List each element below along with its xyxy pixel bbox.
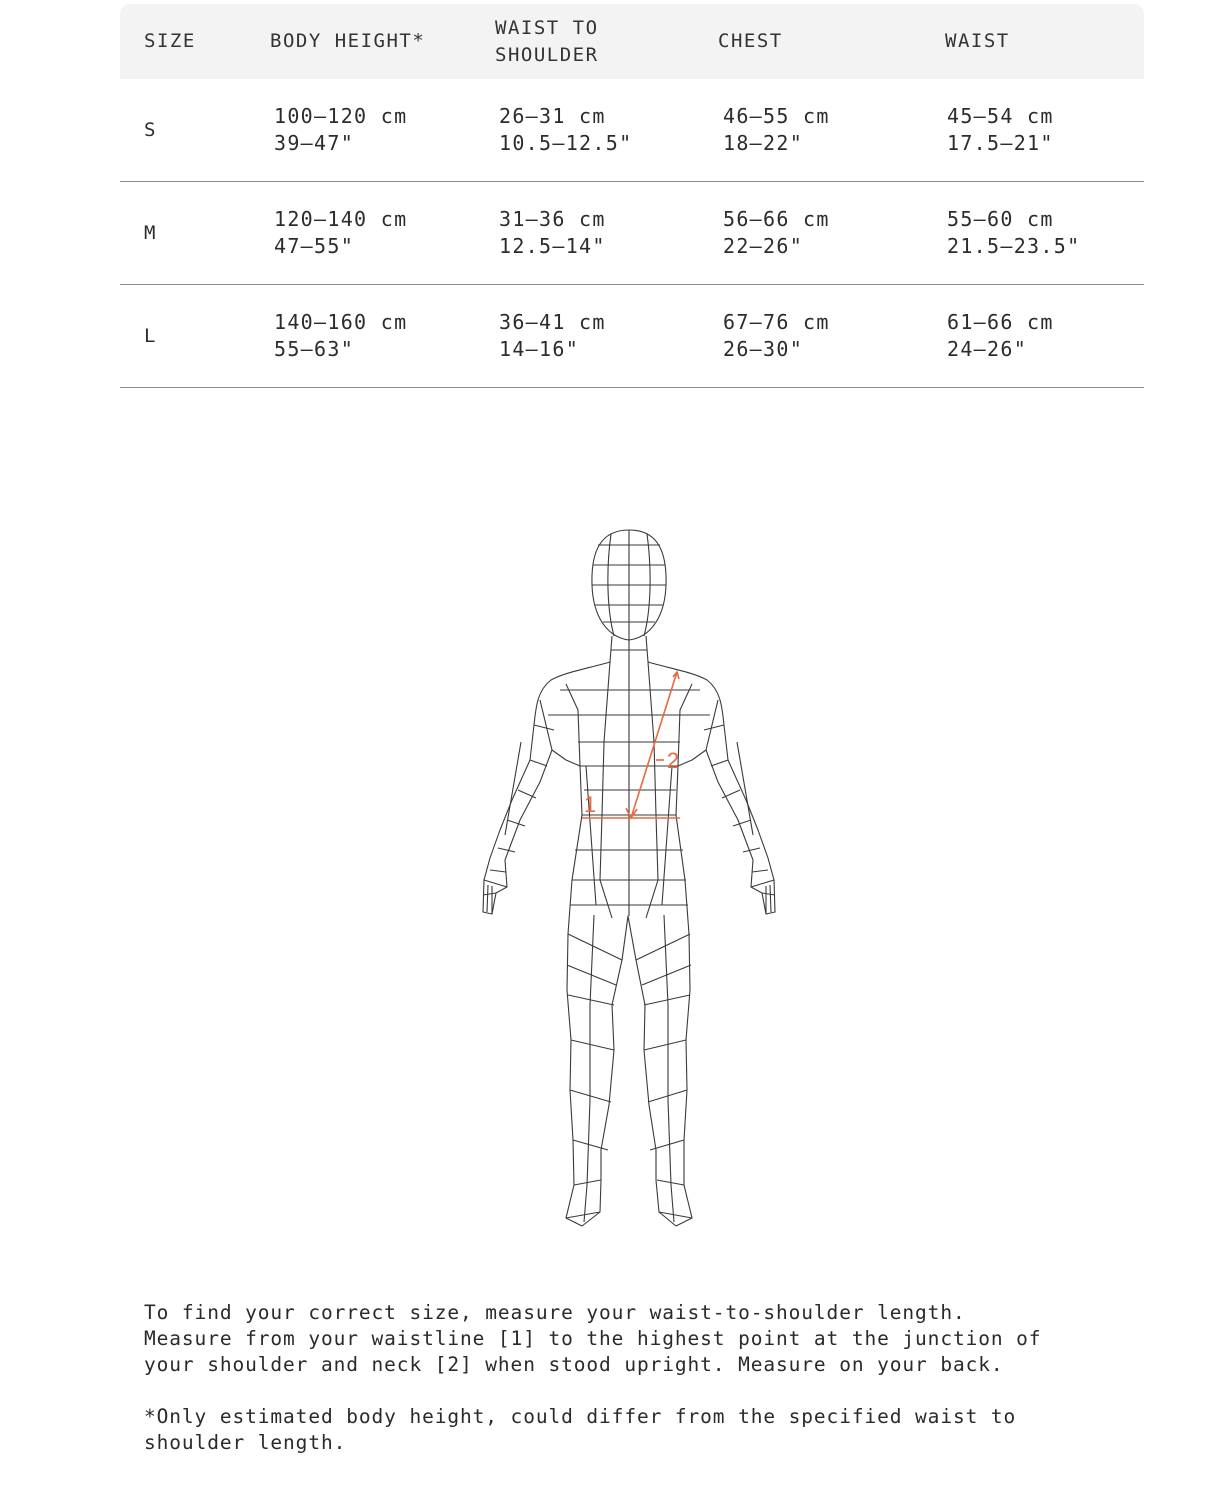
size-label: M xyxy=(144,222,157,244)
body-height-cell: 100–120 cm 39–47" xyxy=(274,104,408,155)
size-label: S xyxy=(144,119,157,141)
table-row xyxy=(120,182,1144,285)
marker-1-label: 1 xyxy=(583,792,597,817)
table-row xyxy=(120,79,1144,182)
header-waist: WAIST xyxy=(945,30,1010,52)
header-size: SIZE xyxy=(144,30,196,52)
measurement-instructions: To find your correct size, measure your waist-to-shoulder length. Measure from your waistline [1] to the highest point at the junction of your shoulder and neck [2] when stood upright. Measure on your back. xyxy=(144,1301,1042,1376)
body-height-footnote: *Only estimated body height, could differ from the specified waist to shoulder length. xyxy=(144,1405,1017,1454)
size-label: L xyxy=(144,325,157,347)
header-chest: CHEST xyxy=(718,30,783,52)
body-measurement-figure xyxy=(470,520,790,1232)
chest-cell: 67–76 cm 26–30" xyxy=(723,310,830,361)
measurement-lines xyxy=(582,672,680,818)
waist-to-shoulder-cell: 36–41 cm 14–16" xyxy=(499,310,606,361)
header-waist-to-shoulder: WAIST TO SHOULDER xyxy=(495,16,599,66)
table-header xyxy=(120,4,1144,79)
chest-cell: 46–55 cm 18–22" xyxy=(723,104,830,155)
body-height-cell: 140–160 cm 55–63" xyxy=(274,310,408,361)
wireframe-body-outline xyxy=(483,530,775,1226)
chest-cell: 56–66 cm 22–26" xyxy=(723,207,830,258)
measurement-notes xyxy=(144,1300,1044,1456)
marker-2-label: 2 xyxy=(666,748,680,773)
waist-to-shoulder-cell: 31–36 cm 12.5–14" xyxy=(499,207,606,258)
waist-to-shoulder-cell: 26–31 cm 10.5–12.5" xyxy=(499,104,633,155)
table-row xyxy=(120,285,1144,388)
body-height-cell: 120–140 cm 47–55" xyxy=(274,207,408,258)
size-chart-table xyxy=(120,4,1144,388)
waist-cell: 45–54 cm 17.5–21" xyxy=(947,104,1054,155)
waist-cell: 55–60 cm 21.5–23.5" xyxy=(947,207,1081,258)
waist-cell: 61–66 cm 24–26" xyxy=(947,310,1054,361)
header-body-height: BODY HEIGHT* xyxy=(270,30,426,52)
